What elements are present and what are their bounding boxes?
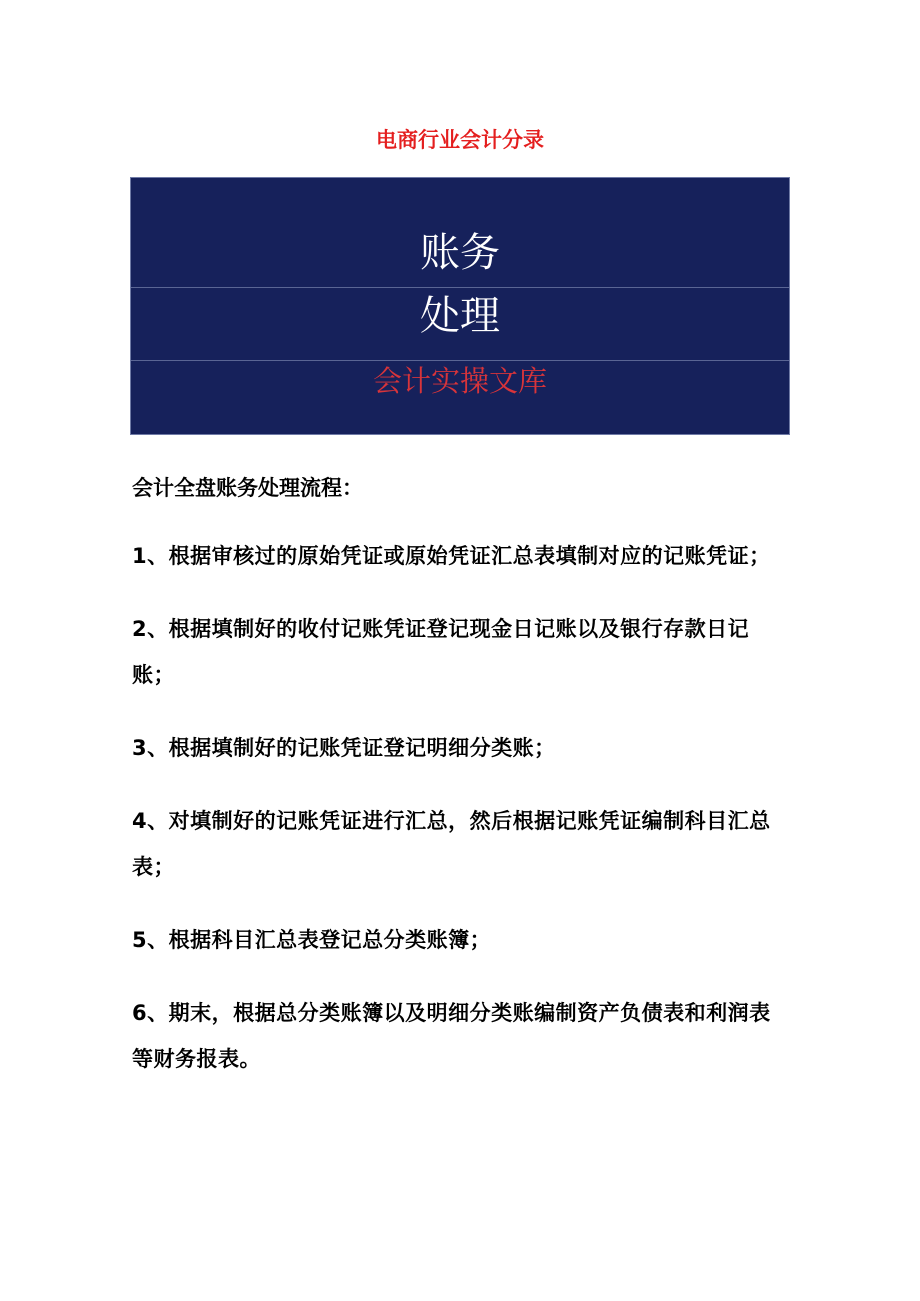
document-title: 电商行业会计分录 <box>376 128 544 152</box>
title-banner <box>130 177 790 435</box>
process-step: 4、对填制好的记账凭证进行汇总，然后根据记账凭证编制科目汇总表； <box>132 809 771 879</box>
process-steps-list <box>132 533 792 1109</box>
process-intro: 会计全盘账务处理流程： <box>132 476 363 500</box>
process-step: 2、根据填制好的收付记账凭证登记现金日记账以及银行存款日记账； <box>132 617 750 687</box>
banner-subtitle: 会计实操文库 <box>372 364 547 398</box>
banner-line-2: 处理 <box>420 293 500 339</box>
process-step: 5、根据科目汇总表登记总分类账簿； <box>132 928 492 952</box>
banner-divider <box>131 287 789 288</box>
process-step: 6、期末，根据总分类账簿以及明细分类账编制资产负债表和利润表等财务报表。 <box>132 1001 771 1071</box>
process-step: 3、根据填制好的记账凭证登记明细分类账； <box>132 736 556 760</box>
process-step: 1、根据审核过的原始凭证或原始凭证汇总表填制对应的记账凭证； <box>132 544 771 568</box>
banner-line-1: 账务 <box>420 230 500 276</box>
